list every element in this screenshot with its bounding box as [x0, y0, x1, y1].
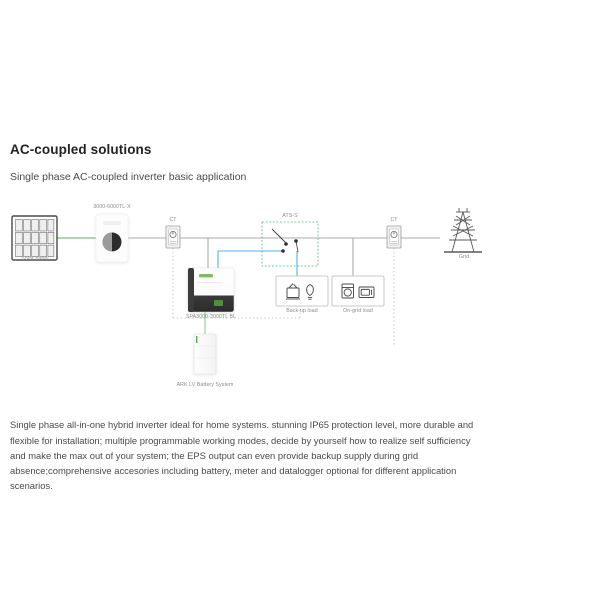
- label-ats: ATS-S: [282, 213, 298, 219]
- label-battery: ARK LV Battery System: [176, 382, 234, 388]
- label-ct-right: CT: [390, 217, 398, 223]
- pv-inverter-icon: [96, 214, 128, 262]
- label-ongrid-load: On-grid load: [343, 308, 373, 314]
- grid-pylon-icon: [444, 208, 482, 252]
- ct-left-icon: [166, 226, 180, 248]
- label-ct-left: CT: [169, 217, 177, 223]
- ats-switch-symbol: [272, 229, 298, 253]
- label-hybrid-inverter: SPA3000-3000TL BL: [185, 314, 237, 320]
- backup-load-box: [276, 276, 328, 306]
- battery-icon: [194, 334, 216, 374]
- system-diagram: [0, 196, 600, 406]
- page-subtitle: Single phase AC-coupled inverter basic application: [10, 171, 247, 183]
- diagram-canvas: [0, 196, 600, 406]
- solar-panel-icon: [12, 216, 57, 260]
- label-pv-inverter: 3000-6000TL-X: [93, 204, 131, 210]
- ats-enclosure: [262, 222, 318, 266]
- ct-right-icon: [387, 226, 401, 248]
- label-solar-panel: Solar panel: [21, 256, 49, 262]
- label-grid: Grid: [458, 254, 470, 260]
- hybrid-inverter-icon: [188, 268, 234, 312]
- page-title: AC-coupled solutions: [10, 142, 152, 158]
- ongrid-load-box: [332, 276, 384, 306]
- description-text: Single phase all-in-one hybrid inverter ideal for home systems. stunning IP65 protection level, more durable and flexible for installation; multiple programmable working modes, decide by yourself how to realize self sufficiency and make the max out of your system; the EPS output can even provide backup supply during grid absence;comprehensive accesories including battery, meter and datalogger optional for different application scenarios.: [10, 419, 474, 492]
- label-backup-load: Back-up load: [286, 308, 318, 314]
